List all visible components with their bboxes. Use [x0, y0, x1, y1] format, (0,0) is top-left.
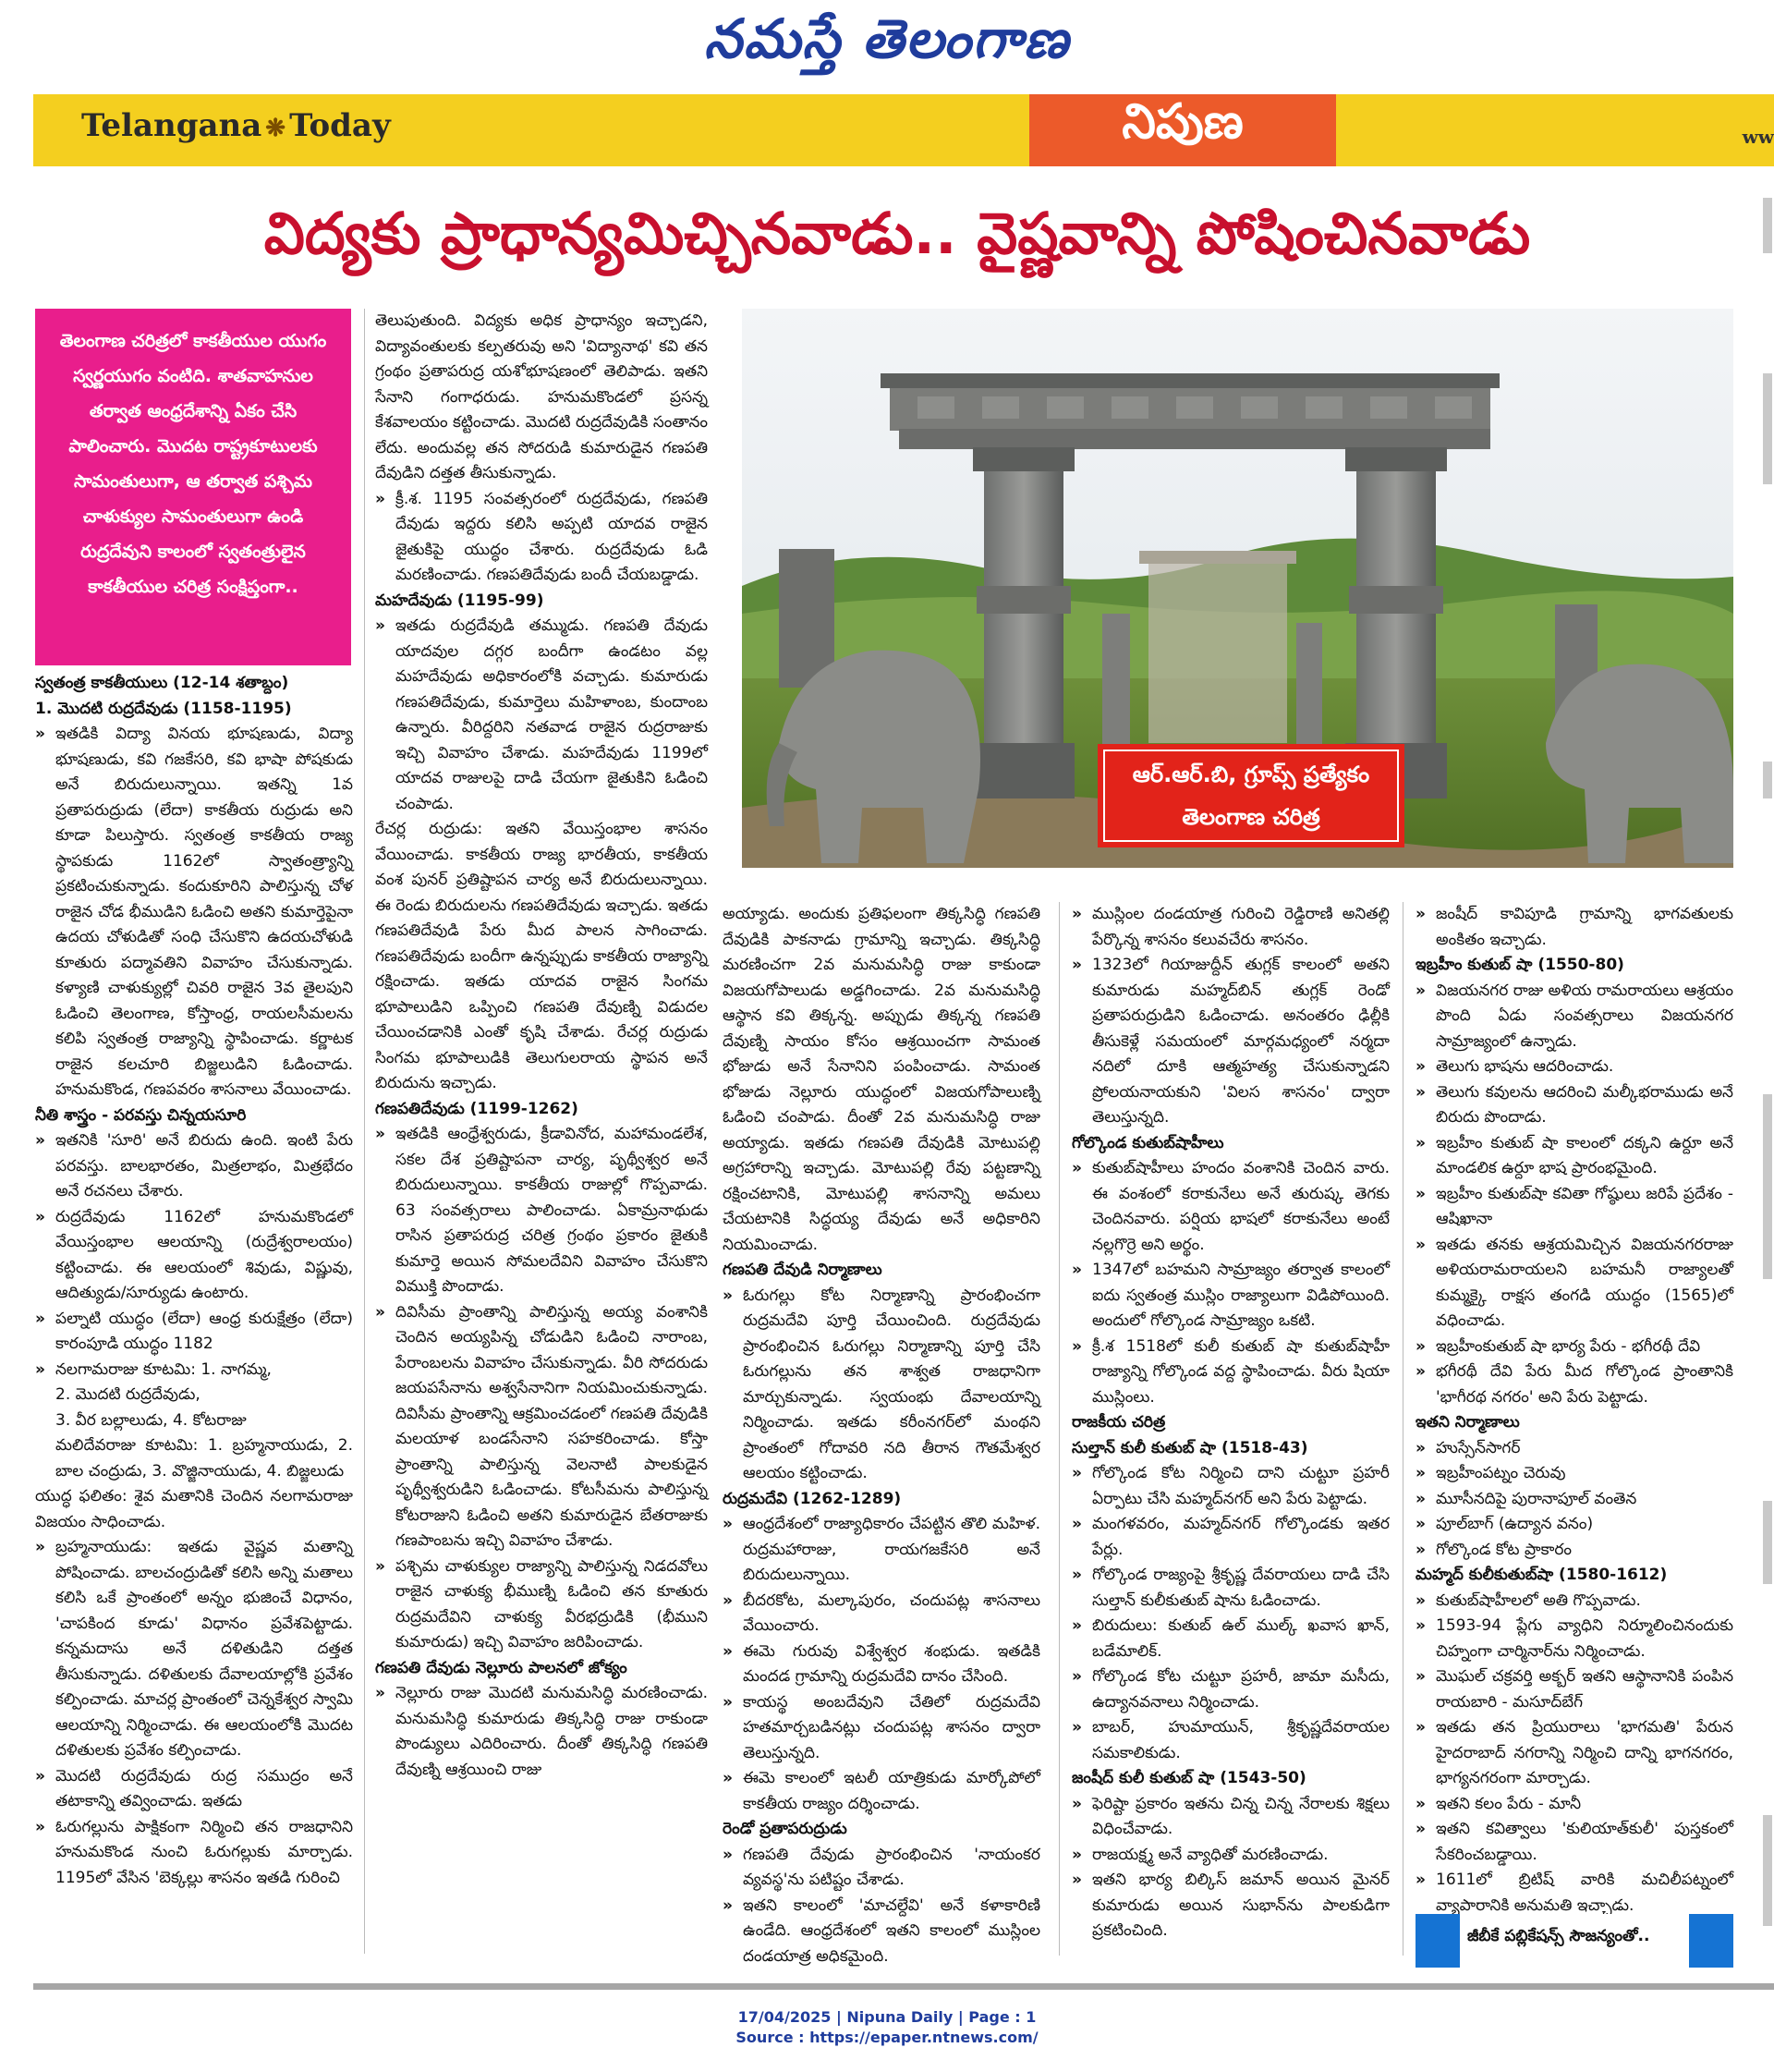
bullet-paragraph: » హుస్సేన్‌సాగర్	[1416, 1436, 1733, 1462]
bullet-paragraph: » ఇబ్రహీంకుతుబ్ షా భార్య పేరు - భగీరథీ దేవి	[1416, 1335, 1733, 1360]
banner-url-fragment: ww	[1742, 126, 1774, 148]
bullet-paragraph: » విజయనగర రాజు అళియ రామరాయలు ఆశ్రయం పొంది ఏడు సంవత్సరాలు విజయనగర సామ్రాజ్యంలో ఉన్నాడు.	[1416, 979, 1733, 1055]
article-column-4	[1072, 902, 1390, 1944]
section-heading: జంషీద్ కులీ కుతుబ్ షా (1543-50)	[1072, 1769, 1306, 1787]
adjacent-page-edge	[1761, 189, 1774, 1972]
bullet-paragraph: » ఫెరిష్టా ప్రకారం ఇతను చిన్న చిన్న నేరాలకు శిక్షలు విధించేవాడు.	[1072, 1792, 1390, 1843]
emblem-icon: ❋	[265, 115, 286, 142]
badge-line-1: ఆర్.ఆర్.బి, గ్రూప్స్ ప్రత్యేకం	[1132, 762, 1370, 787]
bullet-paragraph: » గోల్కొండ కోట నిర్మించి దాని చుట్టూ ప్రహరీ ఏర్పాటు చేసి మహ్మద్‌నగర్ అని పేరు పెట్టాడు.	[1072, 1461, 1390, 1512]
credit-accent-left	[1416, 1914, 1460, 1968]
bullet-paragraph: » మూసీనదిపై పురానాపూల్ వంతెన	[1416, 1487, 1733, 1513]
section-heading: గణపతి దేవుడు నెల్లూరు పాలనలో జోక్యం	[375, 1658, 627, 1677]
bullet-paragraph: » ఇతడు తనకు ఆశ్రయమిచ్చిన విజయనగరరాజు అళియరామరాయలని బహమనీ రాజ్యాలతో కుమ్మక్కై రాక్షస తంగడి యుద్ధం (1565)లో వధించాడు.	[1416, 1233, 1733, 1335]
bullet-paragraph: » క్రీ.శ. 1195 సంవత్సరంలో రుద్రదేవుడు, గణపతి దేవుడు ఇద్దరు కలిసి అప్పటి యాదవ రాజైన జైతుకిపై యుద్ధం చేశారు. రుద్రదేవుడు ఓడి మరణించాడు. గణపతిదేవుడు బందీ చేయబడ్డాడు.	[375, 487, 708, 589]
bullet-paragraph: » కుతుబ్‌షాహీలలో అతి గొప్పవాడు.	[1416, 1589, 1733, 1615]
article-column-3	[723, 902, 1040, 1969]
section-heading: నీతి శాస్త్రం - పరవస్తు చిన్నయసూరి	[35, 1105, 247, 1125]
paragraph: యుద్ధ ఫలితం: శైవ మతానికి చెందిన నలగామరాజు విజయం సాధించాడు.	[35, 1487, 353, 1531]
bullet-paragraph: » ఇతడు రుద్రదేవుడి తమ్ముడు. గణపతి దేవుడు యాదవుల దగ్గర బందీగా ఉండటం వల్ల మహదేవుడు అధికారంలోకి వచ్చాడు. కుమారుడు గణపతిదేవుడు, కుమార్తెలు మహిళాంబ, కుందాంబ ఉన్నారు. వీరిద్దరిని నతవాడ రాజైన రుద్రరాజుకు ఇచ్చి వివాహం చేశాడు. మహదేవుడు 1199లో యాదవ రాజులపై దాడి చేయగా జైతుకిని ఓడించి చంపాడు.	[375, 614, 708, 817]
bullet-paragraph: » ఈమె కాలంలో ఇటలీ యాత్రికుడు మార్కోపోలో కాకతీయ రాజ్యం దర్శించాడు.	[723, 1766, 1040, 1817]
publisher-credit	[1416, 1914, 1733, 1968]
section-heading: మహదేవుడు (1195-99)	[375, 591, 544, 610]
section-heading: మహ్మద్ కులీకుతుబ్‌షా (1580-1612)	[1416, 1566, 1668, 1584]
bullet-paragraph: » ఇబ్రహీం కుతుబ్‌షా కవితా గోష్ఠులు జరిపే ప్రదేశం - ఆషిఖానా	[1416, 1182, 1733, 1233]
bullet-paragraph: » గోల్కొండ రాజ్యంపై శ్రీకృష్ణ దేవరాయలు దాడి చేసి సుల్తాన్ కులీకుతుబ్ షాను ఓడించాడు.	[1072, 1563, 1390, 1614]
article-column-5	[1416, 902, 1733, 1919]
paragraph: మలిదేవరాజు కూటమి: 1. బ్రహ్మనాయుడు, 2. బాల చంద్రుడు, 3. వొజ్జినాయుడు, 4. బిజ్జలుడు	[55, 1436, 353, 1481]
section-heading: గణపతి దేవుడి నిర్మాణాలు	[723, 1261, 882, 1279]
section-heading: గోల్కొండ కుతుబ్‌షాహీలు	[1072, 1133, 1224, 1152]
bullet-paragraph: » ముస్లింల దండయాత్ర గురించి రెడ్డిరాణి అనితల్లి పేర్కొన్న శాసనం కలువచేరు శాసనం.	[1072, 902, 1390, 953]
brand-left: Telangana	[81, 107, 262, 144]
bullet-paragraph: » పూల్‌బాగ్ (ఉద్యాన వనం)	[1416, 1512, 1733, 1538]
bullet-paragraph: » తెలుగు కవులను ఆదరించి మల్కీభరాముడు అనే బిరుదు పొందాడు.	[1416, 1080, 1733, 1131]
footer-source-link[interactable]: Source : https://epaper.ntnews.com/	[735, 2029, 1039, 2046]
masthead	[0, 0, 1774, 92]
bullet-paragraph: » 1611లో బ్రిటిష్ వారికి మచిలీపట్నంలో వ్యాపారానికి అనుమతి ఇచ్చాడు.	[1416, 1868, 1733, 1919]
section-heading: ఇతని నిర్మాణాలు	[1416, 1413, 1520, 1432]
bullet-paragraph: » ఆంధ్రదేశంలో రాజ్యాధికారం చేపట్టిన తొలి మహిళ. రుద్రమహారాజు, రాయగజకేసరి అనే బిరుదులున్నాయి.	[723, 1512, 1040, 1589]
bullet-paragraph: » ఇతని కాలంలో 'మాచల్దేవి' అనే కళాకారిణి ఉండేది. ఆంధ్రదేశంలో ఇతని కాలంలో ముస్లింల దండయాత్ర అధికమైంది.	[723, 1894, 1040, 1970]
bullet-paragraph: » బ్రహ్మనాయుడు: ఇతడు వైష్ణవ మతాన్ని పోషించాడు. బాలచంద్రుడితో కలిసి అన్ని మతాలు కలిసి ఒకే ప్రాంతంలో అన్నం భుజించే విధానం, 'చాపకింద కూడు' విధానం ప్రవేశపెట్టాడు. కన్నమదాసు అనే దళితుడిని దత్తత తీసుకున్నాడు. దళితులకు దేవాలయాల్లోకి ప్రవేశం కల్పించాడు. మాచర్ల ప్రాంతంలో చెన్నకేశ్వర స్వామి ఆలయాన్ని నిర్మించాడు. ఈ ఆలయంలోకి మొదట దళితులకు ప్రవేశం కల్పించాడు.	[35, 1535, 353, 1764]
paragraph: అయ్యాడు. అందుకు ప్రతిఫలంగా తిక్కసిద్ధి గణపతి దేవుడికి పాకనాడు గ్రామాన్ని ఇచ్చాడు. తిక్కసిద్ధి మరణించగా 2వ మనుమసిద్ధి రాజు కాకుండా విజయగోపాలుడు అడ్డగించాడు. 2వ మనుమసిద్ధి ఆస్థాన కవి తిక్కన్న. అప్పుడు తిక్కన్న గణపతి దేవుణ్ని సాయం కోసం ఆశ్రయించగా సామంత భోజుడు అనే సేనానిని పంపించాడు. సామంత భోజుడు నెల్లూరు యుద్ధంలో విజయగోపాలుణ్ని ఓడించి చంపాడు. దీంతో 2వ మనుమసిద్ధి రాజు అయ్యాడు. ఇతడు గణపతి దేవుడికి మోటుపల్లి అగ్రహారాన్ని ఇచ్చాడు. మోటుపల్లి రేవు పట్టణాన్ని రక్షించటానికి, మోటుపల్లి శాసనాన్ని అమలు చేయటానికి సిద్ధయ్య దేవుడు అనే అధికారిని నియమించాడు.	[723, 905, 1040, 1254]
bullet-paragraph: » మొదటి రుద్రదేవుడు రుద్ర సముద్రం అనే తటాకాన్ని తవ్వించాడు. ఇతడు	[35, 1764, 353, 1815]
bullet-paragraph: » ఈమె గురువు విశ్వేశ్వర శంభుడు. ఇతడికి మందడ గ్రామాన్ని రుద్రమదేవి దానం చేసింది.	[723, 1639, 1040, 1690]
bullet-paragraph: » ఓరుగల్లును పాక్షికంగా నిర్మించి తన రాజధానిని హనుమకొండ నుంచి ఓరుగల్లుకు మార్చాడు. 1195లో వేసిన 'బెక్కల్లు శాసనం ఇతడి గురించి	[35, 1815, 353, 1892]
intro-box: తెలంగాణ చరిత్రలో కాకతీయుల యుగం స్వర్ణయుగం వంటిది. శాతవాహనుల తర్వాత ఆంధ్రదేశాన్ని ఏకం చేసి పాలించారు. మొదట రాష్ట్రకూటులకు సామంతులుగా, ఆ తర్వాత పశ్చిమ చాళుక్యుల సామంతులుగా ఉండి రుద్రదేవుని కాలంలో స్వతంత్రులైన కాకతీయుల చరిత్ర సంక్షిప్తంగా..	[35, 309, 351, 665]
credit-accent-right	[1689, 1914, 1733, 1968]
bullet-paragraph: » ఇతడికి ఆంధ్రేశ్వరుడు, క్రీడావినోద, మహామండలేశ, సకల దేశ ప్రతిష్టాపనా చార్య, పృథ్వీశ్వర అనే బిరుదులున్నాయి. కాకతీయ రాజుల్లో గొప్పవాడు. 63 సంవత్సరాలు పాలించాడు. ఏకామ్రనాథుడు రాసిన ప్రతాపరుద్ర చరిత్ర గ్రంథం ప్రకారం జైతుకి కుమార్తె అయిన సోమలదేవిని వివాహం చేసుకొని విముక్తి పొందాడు.	[375, 1122, 708, 1300]
bullet-paragraph: » దివిసీమ ప్రాంతాన్ని పాలిస్తున్న అయ్య వంశానికి చెందిన అయ్యపిన్న చోడుడిని ఓడించి నారాంబ, పేరాంబలను వివాహం చేసుకున్నాడు. వీరి సోదరుడు జయపసేనాను అశ్వసేనానిగా నియమించుకున్నాడు. దివిసీమ ప్రాంతాన్ని ఆక్రమించడంలో గణపతి దేవుడికి మలయాళ బండసేనాని సహకరించాడు. కోస్తా ప్రాంతాన్ని పాలిస్తున్న వెలనాటి పాలకుడైన పృథ్వీశ్వరుడిని ఓడించాడు. కోటసీమను పాలిస్తున్న కోటరాజుని ఓడించి అతని కుమారుడైన బేతరాజుకు గణపాంబను ఇచ్చి వివాహం చేశాడు.	[375, 1300, 708, 1554]
badge-border	[1103, 750, 1399, 842]
bullet-paragraph: » ఇతడు తన ప్రియురాలు 'భాగమతి' పేరున హైదరాబాద్ నగరాన్ని నిర్మించి దాన్ని భాగనగరం, భాగ్యనగరంగా మార్చాడు.	[1416, 1715, 1733, 1792]
section-heading: 1. మొదటి రుద్రదేవుడు (1158-1195)	[35, 699, 292, 718]
section-banner	[33, 94, 1774, 166]
bullet-paragraph: » ఇతని కవిత్వాలు 'కులియాత్‌కులీ' పుస్తకంలో సేకరించబడ్డాయి.	[1416, 1817, 1733, 1868]
credit-text: జీబీకే పబ్లికేషన్స్ సౌజన్యంతో..	[1467, 1927, 1650, 1945]
bullet-paragraph: » తెలుగు భాషను ఆదరించాడు.	[1416, 1054, 1733, 1080]
section-heading: రుద్రమదేవి (1262-1289)	[723, 1489, 902, 1508]
brand-right: Today	[289, 107, 391, 144]
bullet-paragraph: » రాజయక్ష్మ అనే వ్యాధితో మరణించాడు.	[1072, 1843, 1390, 1869]
bullet-paragraph: » 1593-94 ప్లేగు వ్యాధిని నిర్మూలించినందుకు చిహ్నంగా చార్మినార్‌ను నిర్మించాడు.	[1416, 1614, 1733, 1664]
bullet-paragraph: » 1323లో గియాజుద్దీన్ తుగ్లక్ కాలంలో అతని కుమారుడు మహ్మద్‌బిన్ తుగ్లక్ రెండో ప్రతాపరుద్రుడిని ఓడించాడు. అనంతరం ఢిల్లీకి తీసుకెళ్లే సమయంలో మార్గమధ్యంలో నర్మదా నదిలో దూకి ఆత్మహత్య చేసుకున్నాడని ప్రోలయనాయకుని 'విలస శాసనం' ద్వారా తెలుస్తున్నది.	[1072, 953, 1390, 1131]
section-heading: గణపతిదేవుడు (1199-1262)	[375, 1099, 578, 1118]
bullet-paragraph: » భగీరథీ దేవి పేరు మీద గోల్కొండ ప్రాంతానికి 'భాగీరథ నగరం' అని పేరు పెట్టాడు.	[1416, 1359, 1733, 1410]
telangana-today-logo	[81, 107, 391, 144]
bullet-paragraph: » గోల్కొండ కోట ప్రాకారం	[1416, 1538, 1733, 1564]
column-divider	[1059, 902, 1060, 1956]
section-name: నిపుణ	[1122, 94, 1244, 150]
bullet-paragraph: » బిరుదులు: కుతుబ్ ఉల్ ముల్క్ ఖవాస ఖాన్, బడేమాలిక్.	[1072, 1614, 1390, 1664]
paragraph: రేచర్ల రుద్రుడు: ఇతని వేయిస్తంభాల శాసనం వేయించాడు. కాకతీయ రాజ్య భారతీయ, కాకతీయ వంశ పునర్ ప్రతిష్టాపన చార్య అనే బిరుదులున్నాయి. ఈ రెండు బిరుదులను గణపతిదేవుడు ఇచ్చాడు. ఇతడు గణపతిదేవుడి పేరు మీద పాలన సాగించాడు. గణపతిదేవుడు బందీగా ఉన్నప్పుడు కాకతీయ రాజ్యాన్ని రక్షించాడు. ఇతడు యాదవ రాజైన సింగమ భూపాలుడిని ఒప్పించి గణపతి దేవుణ్ని విడుదల చేయించడానికి ఎంతో కృషి చేశాడు. రేచర్ల రుద్రుడు సింగమ భూపాలుడికి తెలుగులరాయ స్థాపన అనే బిరుదును ఇచ్చాడు.	[375, 820, 708, 1092]
section-heading: రాజకీయ చరిత్ర	[1072, 1413, 1166, 1432]
section-heading: ఇబ్రహీం కుతుబ్ షా (1550-80)	[1416, 956, 1624, 974]
section-heading: స్వతంత్ర కాకతీయులు (12-14 శతాబ్దం)	[35, 674, 289, 692]
article-column-1	[35, 671, 353, 1891]
bullet-paragraph: » నెల్లూరు రాజు మొదటి మనుమసిద్ధి మరణించాడు. మనుమసిద్ధి కుమారుడు తిక్కసిద్ధి రాజు రాకుండా పొండ్యులు ఎదిరించారు. దీంతో తిక్కసిద్ధి గణపతి దేవుణ్ని ఆశ్రయించి రాజు	[375, 1681, 708, 1783]
bullet-paragraph: » పశ్చిమ చాళుక్యుల రాజ్యాన్ని పాలిస్తున్న నిడదవోలు రాజైన చాళుక్య భీముణ్ని ఓడించి తన కూతురు రుద్రమదేవిని చాళుక్య వీరభద్రుడికి (భీముని కుమారుడు) ఇచ్చి వివాహం జరిపించాడు.	[375, 1554, 708, 1656]
newspaper-logo: నమస్తే తెలంగాణ	[704, 7, 1070, 70]
page-headline: విద్యకు ప్రాధాన్యమిచ్చినవాడు.. వైష్ణవాన్ని పోషించినవాడు	[263, 200, 1531, 267]
bullet-paragraph: » ఇతడికి విద్యా వినయ భూషణుడు, విద్యా భూషణుడు, కవి గజకేసరి, కవి భాషా పోషకుడు అనే బిరుదులున్నాయి. ఇతన్ని 1వ ప్రతాపరుద్రుడు (లేదా) కాకతీయ రుద్రుడు అని కూడా పిలుస్తారు. స్వతంత్ర కాకతీయ రాజ్య స్థాపకుడు 1162లో స్వాతంత్ర్యాన్ని ప్రకటించుకున్నాడు. కందుకూరిని పాలిస్తున్న చోళ రాజైన చోడ భీముడిని ఓడించి అతని కుమార్తెపైనా ఉదయ చోళుడితో సంధి చేసుకొని ఉదయచోళుడి కూతురు పద్మావతిని వివాహం చేసుకున్నాడు. కళ్యాణి చాళుక్యుల్లో చివరి రాజైన 3వ తైలపుని ఓడించి తెలంగాణ, కోస్తాంధ్ర, రాయలసీమలను కలిపి స్వతంత్ర రాజ్యాన్ని స్థాపించాడు. కర్ణాటక రాజైన కలచూరి బిజ్జలుడిని ఓడించాడు. హనుమకొండ, గణపవరం శాసనాలు వేయించాడు.	[35, 722, 353, 1103]
bullet-paragraph: » ఇబ్రహీం కుతుబ్ షా కాలంలో దక్కని ఉర్దూ అనే మాండలిక ఉర్దూ భాష ప్రారంభమైంది.	[1416, 1131, 1733, 1182]
bullet-paragraph: » బీదరకోట, మల్కాపురం, చందుపట్ల శాసనాలు వేయించారు.	[723, 1589, 1040, 1639]
bullet-paragraph: » నలగామరాజు కూటమి: 1. నాగమ్మ,	[35, 1358, 353, 1383]
bullet-paragraph: » గణపతి దేవుడు ప్రారంభించిన 'నాయంకర వ్యవస్థ'ను పటిష్టం చేశాడు.	[723, 1843, 1040, 1894]
bullet-paragraph: » 1347లో బహమని సామ్రాజ్యం తర్వాత కాలంలో ఐదు స్వతంత్ర ముస్లిం రాజ్యాలుగా విడిపోయింది. అందులో గోల్కొండ సామ్రాజ్యం ఒకటి.	[1072, 1258, 1390, 1335]
paragraph: తెలుపుతుంది. విద్యకు అధిక ప్రాధాన్యం ఇచ్చాడని, విద్యావంతులకు కల్పతరువు అని 'విద్యానాథ' కవి తన గ్రంథం ప్రతాపరుద్ర యశోభూషణంలో తెలిపాడు. ఇతని సేనాని గంగాధరుడు. హనుమకొండలో ప్రసన్న కేశవాలయం కట్టించాడు. మొదటి రుద్రదేవుడికి సంతానం లేదు. అందువల్ల తన సోదరుడి కుమారుడైన గణపతి దేవుడిని దత్తత తీసుకున్నాడు.	[375, 311, 708, 482]
badge-line-2: తెలంగాణ చరిత్ర	[1182, 804, 1320, 830]
bullet-paragraph: » కాయస్థ అంబదేవుని చేతిలో రుద్రమదేవి హతమార్చబడినట్లు చందుపట్ల శాసనం ద్వారా తెలుస్తున్నది.	[723, 1690, 1040, 1767]
special-edition-badge	[1098, 744, 1404, 847]
section-heading: రెండో ప్రతాపరుద్రుడు	[723, 1820, 847, 1838]
bullet-paragraph: » ఇతనికి 'సూరి' అనే బిరుదు ఉంది. ఇంటి పేరు పరవస్తు. బాలభారతం, మిత్రలాభం, మిత్రభేదం అనే రచనలు చేశారు.	[35, 1128, 353, 1205]
paragraph: 3. వీర బల్లాలుడు, 4. కోటరాజు	[55, 1410, 247, 1430]
bullet-paragraph: » పల్నాటి యుద్ధం (లేదా) ఆంధ్ర కురుక్షేత్రం (లేదా) కారంపూడి యుద్ధం 1182	[35, 1307, 353, 1358]
bullet-paragraph: » రుద్రదేవుడు 1162లో హనుమకొండలో వేయిస్తంభాల ఆలయాన్ని (రుద్రేశ్వరాలయం) కట్టించాడు. ఈ ఆలయంలో శివుడు, విష్ణువు, ఆదిత్యుడు/సూర్యుడు ఉంటారు.	[35, 1205, 353, 1307]
bottom-rule	[33, 1983, 1774, 1990]
bullet-paragraph: » ఇతని కలం పేరు - మానీ	[1416, 1792, 1733, 1818]
bullet-paragraph: » మొఘల్ చక్రవర్తి అక్బర్ ఇతని ఆస్థానానికి పంపిన రాయబారి - మసూద్‌బేగ్	[1416, 1664, 1733, 1715]
bullet-paragraph: » మంగళవరం, మహ్మద్‌నగర్ గోల్కొండకు ఇతర పేర్లు.	[1072, 1512, 1390, 1563]
bullet-paragraph: » బాబర్, హుమాయున్, శ్రీకృష్ణదేవరాయల సమకాలికుడు.	[1072, 1715, 1390, 1766]
bullet-paragraph: » ఓరుగల్లు కోట నిర్మాణాన్ని ప్రారంభించగా రుద్రమదేవి పూర్తి చేయించింది. రుద్రదేవుడు ప్రారంభించిన ఓరుగల్లు నిర్మాణాన్ని పూర్తి చేసి ఓరుగల్లును తన శాశ్వత రాజధానిగా మార్చుకున్నాడు. స్వయంభు దేవాలయాన్ని నిర్మించాడు. ఇతడు కరీంనగర్‌లో మంథని ప్రాంతంలో గోదావరి నది తీరాన గౌతమేశ్వర ఆలయం కట్టించాడు.	[723, 1284, 1040, 1487]
paragraph: 2. మొదటి రుద్రదేవుడు,	[55, 1385, 200, 1404]
page-footer	[0, 2007, 1774, 2048]
footer-date-line: 17/04/2025 | Nipuna Daily | Page : 1	[737, 2008, 1037, 2026]
bullet-paragraph: » జంషీద్ కావిపూడి గ్రామాన్ని భాగవతులకు అంకితం ఇచ్చాడు.	[1416, 902, 1733, 953]
bullet-paragraph: » ఇతని భార్య బిల్కిస్ జమాన్ అయిన మైనర్ కుమారుడు అయిన సుభాన్‌ను పాలకుడిగా ప్రకటించింది.	[1072, 1868, 1390, 1944]
bullet-paragraph: » ఇబ్రహీంపట్నం చెరువు	[1416, 1461, 1733, 1487]
bullet-paragraph: » క్రీ.శ 1518లో కులీ కుతుబ్ షా కుతుబ్‌షాహీ రాజ్యాన్ని గోల్కొండ వద్ద స్థాపించాడు. వీరు షియా ముస్లింలు.	[1072, 1335, 1390, 1411]
section-name-badge	[1029, 94, 1336, 166]
column-divider	[364, 309, 365, 1954]
bullet-paragraph: » కుతుబ్‌షాహీలు హందం వంశానికి చెందిన వారు. ఈ వంశంలో కరాకునేలు అనే తురుష్క తెగకు చెందినవారు. పర్షియ భాషలో కరాకునేలు అంటే నల్లగొర్రె అని అర్థం.	[1072, 1156, 1390, 1258]
section-heading: సుల్తాన్ కులీ కుతుబ్ షా (1518-43)	[1072, 1438, 1308, 1457]
article-column-2	[375, 309, 708, 1783]
bullet-paragraph: » గోల్కొండ కోట చుట్టూ ప్రహరీ, జామా మసీదు, ఉద్యానవనాలు నిర్మించాడు.	[1072, 1664, 1390, 1715]
